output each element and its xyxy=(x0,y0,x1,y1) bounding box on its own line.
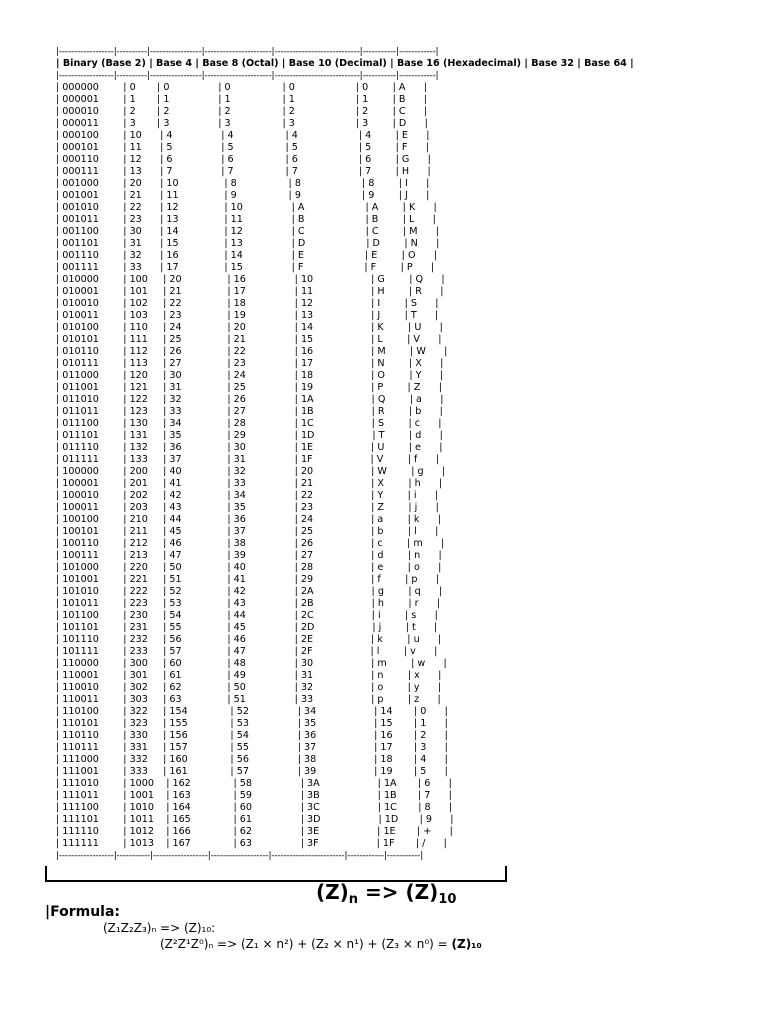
table-row: | 010010 | 102 | 22 | 18 | 12 | I | S | xyxy=(56,298,439,309)
table-row: | 011011 | 123 | 33 | 27 | 1B | R | b | xyxy=(56,406,443,417)
table-row: | 001100 | 30 | 14 | 12 | C | C | M | xyxy=(56,226,440,237)
table-row: | 110001 | 301 | 61 | 49 | 31 | n | x | xyxy=(56,670,442,681)
table-row: | 101011 | 223 | 53 | 43 | 2B | h | r | xyxy=(56,598,441,609)
table-row: | 001101 | 31 | 15 | 13 | D | D | N | xyxy=(56,238,440,249)
heading-sub-n: n xyxy=(348,892,359,907)
table-row: | 100010 | 202 | 42 | 34 | 22 | Y | i | xyxy=(56,490,439,501)
table-row: | 111001 | 333 | 161 | 57 | 39 | 19 | 5 | xyxy=(56,766,448,777)
table-header-rule: |------------------|----------|-----------------|----------------------|----------------------------|-----------|------------| xyxy=(56,71,439,81)
table-row: | 000100 | 10 | 4 | 4 | 4 | 4 | E | xyxy=(56,130,430,141)
table-top-rule: |------------------|----------|-----------------|----------------------|----------------------------|-----------|------------| xyxy=(56,47,439,57)
table-row: | 111000 | 332 | 160 | 56 | 38 | 18 | 4 | xyxy=(56,754,448,765)
table-row: | 001011 | 23 | 13 | 11 | B | B | L | xyxy=(56,214,436,225)
table-row: | 001110 | 32 | 16 | 14 | E | E | O | xyxy=(56,250,438,261)
table-row: | 101111 | 233 | 57 | 47 | 2F | l | v | xyxy=(56,646,438,657)
table-row: | 111100 | 1010 | 164 | 60 | 3C | 1C | 8 | xyxy=(56,802,453,813)
heading-base-10: (Z) xyxy=(405,880,439,904)
table-row: | 101010 | 222 | 52 | 42 | 2A | g | q | xyxy=(56,586,443,597)
table-row: | 110000 | 300 | 60 | 48 | 30 | m | w | xyxy=(56,658,447,669)
table-row: | 110100 | 322 | 154 | 52 | 34 | 14 | 0 | xyxy=(56,706,448,717)
table-row: | 010111 | 113 | 27 | 23 | 17 | N | X | xyxy=(56,358,444,369)
heading-arrow: => xyxy=(358,880,406,904)
table-row: | 100011 | 203 | 43 | 35 | 23 | Z | j | xyxy=(56,502,439,513)
table-row: | 011100 | 130 | 34 | 28 | 1C | S | c | xyxy=(56,418,442,429)
table-row: | 011000 | 120 | 30 | 24 | 18 | O | Y | xyxy=(56,370,443,381)
table-row: | 001000 | 20 | 10 | 8 | 8 | 8 | I | xyxy=(56,178,430,189)
table-row: | 010110 | 112 | 26 | 22 | 16 | M | W | xyxy=(56,346,448,357)
table-row: | 110111 | 331 | 157 | 55 | 37 | 17 | 3 | xyxy=(56,742,448,753)
table-row: | 100111 | 213 | 47 | 39 | 27 | d | n | xyxy=(56,550,442,561)
table-row: | 111110 | 1012 | 166 | 62 | 3E | 1E | + | xyxy=(56,826,453,837)
table-row: | 000110 | 12 | 6 | 6 | 6 | 6 | G | xyxy=(56,154,431,165)
table-row: | 010011 | 103 | 23 | 19 | 13 | J | T | xyxy=(56,310,439,321)
divider-right-tick xyxy=(505,866,507,880)
divider-left-tick xyxy=(45,866,47,880)
table-row: | 010000 | 100 | 20 | 16 | 10 | G | Q | xyxy=(56,274,445,285)
table-row: | 000011 | 3 | 3 | 3 | 3 | 3 | D | xyxy=(56,118,428,129)
table-row: | 010101 | 111 | 25 | 21 | 15 | L | V | xyxy=(56,334,442,345)
table-row: | 011110 | 132 | 36 | 30 | 1E | U | e | xyxy=(56,442,443,453)
formula-line-1: (Z₁Z₂Z₃)ₙ => (Z)₁₀: xyxy=(103,921,216,935)
table-row: | 100110 | 212 | 46 | 38 | 26 | c | m | xyxy=(56,538,445,549)
table-row: | 100100 | 210 | 44 | 36 | 24 | a | k | xyxy=(56,514,442,525)
table-row: | 111010 | 1000 | 162 | 58 | 3A | 1A | 6 | xyxy=(56,778,452,789)
table-row: | 000000 | 0 | 0 | 0 | 0 | 0 | A | xyxy=(56,82,427,93)
heading-base-n: (Z) xyxy=(316,880,349,904)
table-row: | 010001 | 101 | 21 | 17 | 11 | H | R | xyxy=(56,286,444,297)
table-row: | 000001 | 1 | 1 | 1 | 1 | 1 | B | xyxy=(56,94,427,105)
table-row: | 111101 | 1011 | 165 | 61 | 3D | 1D | 9 | xyxy=(56,814,454,825)
heading-sub-10: 10 xyxy=(438,892,457,907)
table-row: | 110011 | 303 | 63 | 51 | 33 | p | z | xyxy=(56,694,441,705)
formula-expansion: (Z²Z¹Z⁰)ₙ => (Z₁ × n²) + (Z₂ × n¹) + (Z₃ × n⁰) = xyxy=(160,937,452,951)
table-row: | 100101 | 211 | 45 | 37 | 25 | b | l | xyxy=(56,526,439,537)
table-header-row: | Binary (Base 2) | Base 4 | Base 8 (Octal) | Base 10 (Decimal) | Base 16 (Hexadecimal) | Base 32 | Base 64 | xyxy=(56,58,634,69)
table-row: | 001010 | 22 | 12 | 10 | A | A | K | xyxy=(56,202,437,213)
formula-line-2 xyxy=(160,937,482,951)
table-row: | 001001 | 21 | 11 | 9 | 9 | 9 | J | xyxy=(56,190,430,201)
conversion-table xyxy=(56,46,696,862)
table-row: | 101101 | 231 | 55 | 45 | 2D | j | t | xyxy=(56,622,438,633)
table-row: | 011001 | 121 | 31 | 25 | 19 | P | Z | xyxy=(56,382,442,393)
formula-label: |Formula: xyxy=(45,904,121,920)
table-row: | 000010 | 2 | 2 | 2 | 2 | 2 | C | xyxy=(56,106,428,117)
table-row: | 100000 | 200 | 40 | 32 | 20 | W | g | xyxy=(56,466,446,477)
table-row: | 011111 | 133 | 37 | 31 | 1F | V | f | xyxy=(56,454,439,465)
formula-result: (Z)₁₀ xyxy=(451,937,482,951)
table-row: | 110101 | 323 | 155 | 53 | 35 | 15 | 1 | xyxy=(56,718,448,729)
table-row: | 100001 | 201 | 41 | 33 | 21 | X | h | xyxy=(56,478,443,489)
table-row: | 110110 | 330 | 156 | 54 | 36 | 16 | 2 | xyxy=(56,730,448,741)
table-body xyxy=(56,82,696,850)
table-row: | 101000 | 220 | 50 | 40 | 28 | e | o | xyxy=(56,562,442,573)
table-row: | 101100 | 230 | 54 | 44 | 2C | i | s | xyxy=(56,610,438,621)
table-row: | 111111 | 1013 | 167 | 63 | 3F | 1F | / | xyxy=(56,838,447,849)
table-bottom-rule: |------------------|-----------|------------------|-------------------|------------------------|------------|-----------| xyxy=(56,851,424,861)
conversion-heading xyxy=(316,880,456,907)
table-row: | 011010 | 122 | 32 | 26 | 1A | Q | a | xyxy=(56,394,444,405)
table-row: | 001111 | 33 | 17 | 15 | F | F | P | xyxy=(56,262,435,273)
table-row: | 111011 | 1001 | 163 | 59 | 3B | 1B | 7 | xyxy=(56,790,452,801)
table-row: | 011101 | 131 | 35 | 29 | 1D | T | d | xyxy=(56,430,443,441)
table-row: | 110010 | 302 | 62 | 50 | 32 | o | y | xyxy=(56,682,442,693)
table-row: | 101110 | 232 | 56 | 46 | 2E | k | u | xyxy=(56,634,442,645)
table-row: | 010100 | 110 | 24 | 20 | 14 | K | U | xyxy=(56,322,443,333)
table-row: | 000111 | 13 | 7 | 7 | 7 | 7 | H | xyxy=(56,166,431,177)
table-row: | 000101 | 11 | 5 | 5 | 5 | 5 | F | xyxy=(56,142,429,153)
table-row: | 101001 | 221 | 51 | 41 | 29 | f | p | xyxy=(56,574,440,585)
